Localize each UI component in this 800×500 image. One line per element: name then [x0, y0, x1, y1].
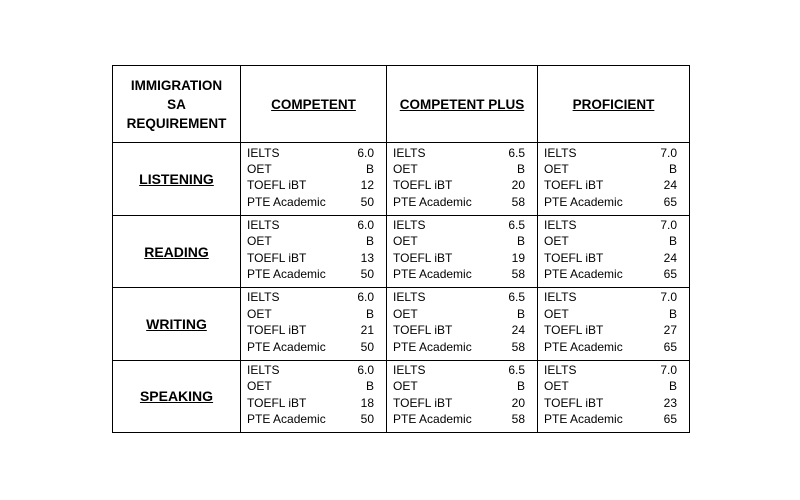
score-cell: [241, 288, 387, 360]
test-score: 7.0: [660, 362, 677, 377]
test-name: OET: [393, 162, 418, 176]
score-line: [387, 362, 537, 378]
score-line: [538, 194, 689, 210]
test-name: IELTS: [544, 290, 577, 305]
test-score: B: [365, 162, 374, 176]
test-score: B: [668, 234, 677, 249]
score-line: [241, 338, 386, 354]
test-name: TOEFL iBT: [544, 250, 604, 265]
test-name: PTE Academic: [544, 339, 623, 354]
test-score: 6.5: [508, 290, 525, 305]
score-line: [387, 161, 537, 177]
test-name: TOEFL iBT: [247, 250, 307, 265]
score-line: [387, 306, 537, 322]
score-list: [538, 216, 689, 283]
skill-label: WRITING: [113, 288, 241, 360]
test-score: 50: [360, 339, 374, 354]
test-name: IELTS: [544, 145, 577, 160]
score-line: [387, 378, 537, 394]
test-name: PTE Academic: [247, 267, 326, 282]
test-name: TOEFL iBT: [393, 323, 453, 338]
score-line: [387, 338, 537, 354]
test-score: 58: [511, 267, 525, 282]
test-score: 24: [511, 323, 525, 338]
score-cell: [241, 215, 387, 287]
test-name: IELTS: [544, 362, 577, 377]
level-header-competent: COMPETENT: [241, 66, 387, 143]
score-line: [538, 338, 689, 354]
test-score: 23: [663, 395, 677, 410]
skill-label: LISTENING: [113, 143, 241, 215]
skill-label: SPEAKING: [113, 360, 241, 432]
score-line: [538, 362, 689, 378]
test-name: PTE Academic: [393, 339, 472, 354]
score-line: [241, 306, 386, 322]
score-cell: [387, 288, 538, 360]
test-name: TOEFL iBT: [544, 395, 604, 410]
header-corner-cell: [113, 66, 241, 143]
test-name: PTE Academic: [544, 194, 623, 209]
test-name: OET: [247, 162, 272, 176]
test-name: PTE Academic: [247, 339, 326, 354]
test-score: 24: [663, 178, 677, 193]
test-score: B: [516, 234, 525, 249]
score-line: [538, 177, 689, 193]
test-name: OET: [544, 234, 569, 249]
score-cell: [538, 215, 690, 287]
score-cell: [241, 360, 387, 432]
score-line: [241, 250, 386, 266]
test-score: 6.0: [357, 290, 374, 305]
score-line: [538, 250, 689, 266]
test-name: PTE Academic: [544, 267, 623, 282]
score-list: [241, 361, 386, 428]
test-score: 6.5: [508, 145, 525, 160]
test-name: IELTS: [247, 290, 280, 305]
corner-line-3: REQUIREMENT: [126, 115, 227, 131]
test-name: TOEFL iBT: [247, 395, 307, 410]
score-list: [241, 216, 386, 283]
test-name: TOEFL iBT: [544, 323, 604, 338]
test-score: 65: [663, 411, 677, 426]
score-cell: [538, 288, 690, 360]
score-cell: [387, 143, 538, 215]
score-line: [387, 289, 537, 305]
score-cell: [538, 360, 690, 432]
score-line: [538, 289, 689, 305]
score-list: [538, 361, 689, 428]
test-score: 6.5: [508, 362, 525, 377]
score-line: [387, 144, 537, 160]
score-line: [387, 233, 537, 249]
test-score: 13: [360, 250, 374, 265]
test-name: TOEFL iBT: [393, 250, 453, 265]
score-cell: [387, 215, 538, 287]
test-name: IELTS: [393, 290, 426, 305]
score-line: [387, 177, 537, 193]
test-score: B: [365, 306, 374, 321]
test-name: IELTS: [247, 145, 280, 160]
score-line: [538, 378, 689, 394]
score-line: [241, 378, 386, 394]
test-score: 6.5: [508, 218, 525, 232]
test-score: 65: [663, 339, 677, 354]
test-name: TOEFL iBT: [247, 323, 307, 338]
score-line: [241, 362, 386, 378]
test-score: 6.0: [357, 218, 374, 232]
score-line: [538, 233, 689, 249]
score-line: [538, 144, 689, 160]
test-name: OET: [247, 234, 272, 249]
test-name: PTE Academic: [393, 267, 472, 282]
test-name: IELTS: [247, 218, 280, 232]
test-score: 50: [360, 194, 374, 209]
score-list: [241, 288, 386, 355]
score-line: [241, 322, 386, 338]
test-name: TOEFL iBT: [544, 178, 604, 193]
test-score: 65: [663, 194, 677, 209]
score-line: [387, 394, 537, 410]
test-score: B: [516, 379, 525, 394]
score-line: [387, 322, 537, 338]
score-line: [241, 194, 386, 210]
test-name: TOEFL iBT: [393, 395, 453, 410]
score-list: [387, 361, 537, 428]
score-line: [538, 394, 689, 410]
score-line: [241, 177, 386, 193]
test-score: 65: [663, 267, 677, 282]
test-score: 21: [360, 323, 374, 338]
score-cell: [538, 143, 690, 215]
test-score: B: [516, 306, 525, 321]
test-score: 27: [663, 323, 677, 338]
score-list: [241, 143, 386, 210]
test-score: B: [668, 379, 677, 394]
corner-line-1: IMMIGRATION: [130, 77, 223, 93]
score-line: [241, 217, 386, 233]
level-header-proficient: PROFICIENT: [538, 66, 690, 143]
table-row: [113, 360, 690, 432]
score-line: [387, 250, 537, 266]
test-score: B: [365, 234, 374, 249]
test-score: 7.0: [660, 145, 677, 160]
test-name: OET: [247, 306, 272, 321]
score-line: [538, 322, 689, 338]
score-line: [538, 306, 689, 322]
test-name: IELTS: [393, 145, 426, 160]
test-score: 20: [511, 178, 525, 193]
table-row: [113, 215, 690, 287]
test-score: 18: [360, 395, 374, 410]
table-row: [113, 288, 690, 360]
level-header-competent-plus: COMPETENT PLUS: [387, 66, 538, 143]
test-score: 7.0: [660, 290, 677, 305]
score-line: [538, 217, 689, 233]
score-line: [241, 394, 386, 410]
table-row: [113, 143, 690, 215]
test-score: 58: [511, 411, 525, 426]
corner-line-2: SA: [167, 96, 186, 112]
score-line: [538, 411, 689, 427]
skill-label: READING: [113, 215, 241, 287]
score-line: [241, 266, 386, 282]
score-line: [241, 411, 386, 427]
test-name: OET: [544, 306, 569, 321]
score-line: [241, 233, 386, 249]
score-line: [387, 411, 537, 427]
test-score: B: [365, 379, 374, 394]
score-line: [241, 289, 386, 305]
test-name: OET: [544, 162, 569, 176]
test-name: IELTS: [393, 218, 426, 232]
test-score: 7.0: [660, 218, 677, 232]
test-score: 12: [360, 178, 374, 193]
score-cell: [241, 143, 387, 215]
test-name: IELTS: [247, 362, 280, 377]
score-list: [387, 288, 537, 355]
score-line: [241, 161, 386, 177]
test-name: PTE Academic: [247, 411, 326, 426]
test-name: OET: [393, 379, 418, 394]
score-list: [387, 216, 537, 283]
test-score: 58: [511, 339, 525, 354]
score-list: [538, 143, 689, 210]
test-score: 6.0: [357, 145, 374, 160]
test-name: IELTS: [544, 218, 577, 232]
score-line: [538, 161, 689, 177]
test-name: TOEFL iBT: [393, 178, 453, 193]
requirements-table: [112, 65, 690, 433]
test-name: OET: [544, 379, 569, 394]
test-name: PTE Academic: [544, 411, 623, 426]
test-score: 6.0: [357, 362, 374, 377]
test-score: 24: [663, 250, 677, 265]
test-score: B: [516, 162, 525, 176]
score-line: [387, 217, 537, 233]
test-name: TOEFL iBT: [247, 178, 307, 193]
score-line: [387, 266, 537, 282]
test-score: 58: [511, 194, 525, 209]
test-score: B: [668, 306, 677, 321]
test-name: OET: [393, 234, 418, 249]
requirements-table-body: [113, 66, 690, 433]
test-score: 19: [511, 250, 525, 265]
test-score: 50: [360, 267, 374, 282]
test-name: PTE Academic: [247, 194, 326, 209]
test-name: PTE Academic: [393, 194, 472, 209]
test-name: OET: [247, 379, 272, 394]
test-score: 20: [511, 395, 525, 410]
test-score: B: [668, 162, 677, 176]
test-name: PTE Academic: [393, 411, 472, 426]
test-score: 50: [360, 411, 374, 426]
score-list: [387, 143, 537, 210]
score-line: [538, 266, 689, 282]
score-line: [241, 144, 386, 160]
score-line: [387, 194, 537, 210]
score-cell: [387, 360, 538, 432]
header-row: [113, 66, 690, 143]
test-name: IELTS: [393, 362, 426, 377]
test-name: OET: [393, 306, 418, 321]
score-list: [538, 288, 689, 355]
